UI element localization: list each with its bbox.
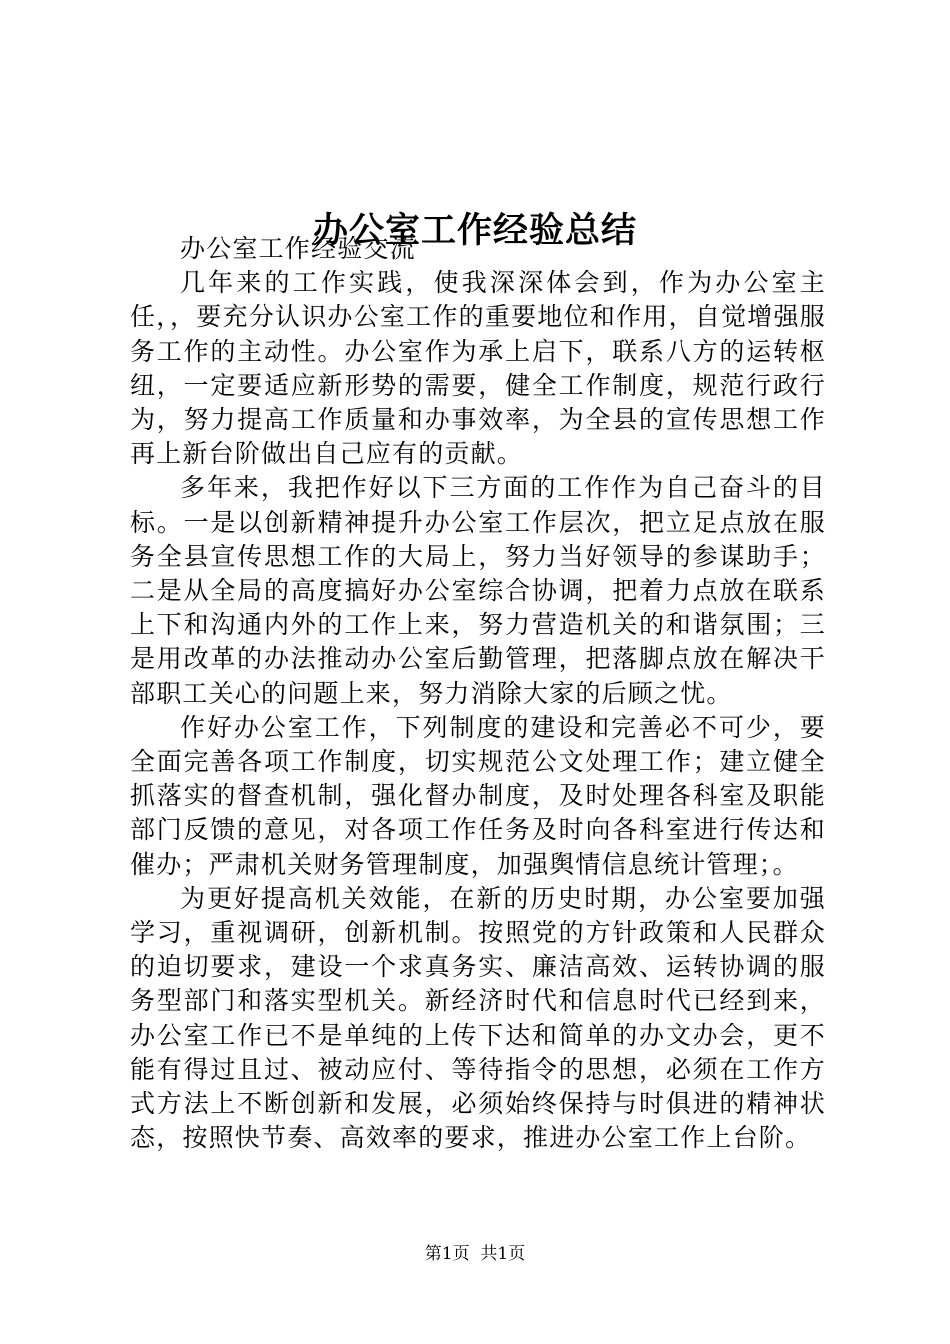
page-footer [0, 1242, 950, 1266]
document-body [130, 232, 826, 1155]
paragraph-4: 为更好提高机关效能，在新的历史时期，办公室要加强学习，重视调研，创新机制。按照党的方针政策和人民群众的迫切要求，建设一个求真务实、廉洁高效、运转协调的服务型部门和落实型机关。新经济时代和信息时代已经到来，办公室工作已不是单纯的上传下达和简单的办文办会，更不能有得过且过、被动应付、等待指令的思想，必须在工作方式方法上不断创新和发展，必须始终保持与时俱进的精神状态，按照快节奏、高效率的要求，推进办公室工作上台阶。 [130, 883, 826, 1153]
paragraph-1: 几年来的工作实践，使我深深体会到，作为办公室主任，，要充分认识办公室工作的重要地位和作用，自觉增强服务工作的主动性。办公室作为承上启下，联系八方的运转枢纽，一定要适应新形势的需要，健全工作制度，规范行政行为，努力提高工作质量和办事效率，为全县的宣传思想工作再上新台阶做出自己应有的贡献。 [130, 268, 826, 469]
document-title: 办公室工作经验总结 [312, 210, 637, 252]
paragraph-subtitle: 办公室工作经验交流 [180, 234, 416, 263]
paragraph-3: 作好办公室工作，下列制度的建设和完善必不可少，要全面完善各项工作制度，切实规范公文处理工作；建立健全抓落实的督查机制，强化督办制度，及时处理各科室及职能部门反馈的意见，对各项工作任务及时向各科室进行传达和催办；严肃机关财务管理制度，加强舆情信息统计管理；。 [130, 712, 826, 879]
footer-separator [470, 1244, 481, 1264]
page-total: 共1页 [480, 1244, 526, 1264]
paragraph-2: 多年来，我把作好以下三方面的工作作为自己奋斗的目标。一是以创新精神提升办公室工作层次，把立足点放在服务全县宣传思想工作的大局上，努力当好领导的参谋助手；二是从全局的高度搞好办公室综合协调，把着力点放在联系上下和沟通内外的工作上来，努力营造机关的和谐氛围；三是用改革的办法推动办公室后勤管理，把落脚点放在解决干部职工关心的问题上来，努力消除大家的后顾之忧。 [130, 473, 826, 708]
page-number: 第1页 [424, 1244, 470, 1264]
